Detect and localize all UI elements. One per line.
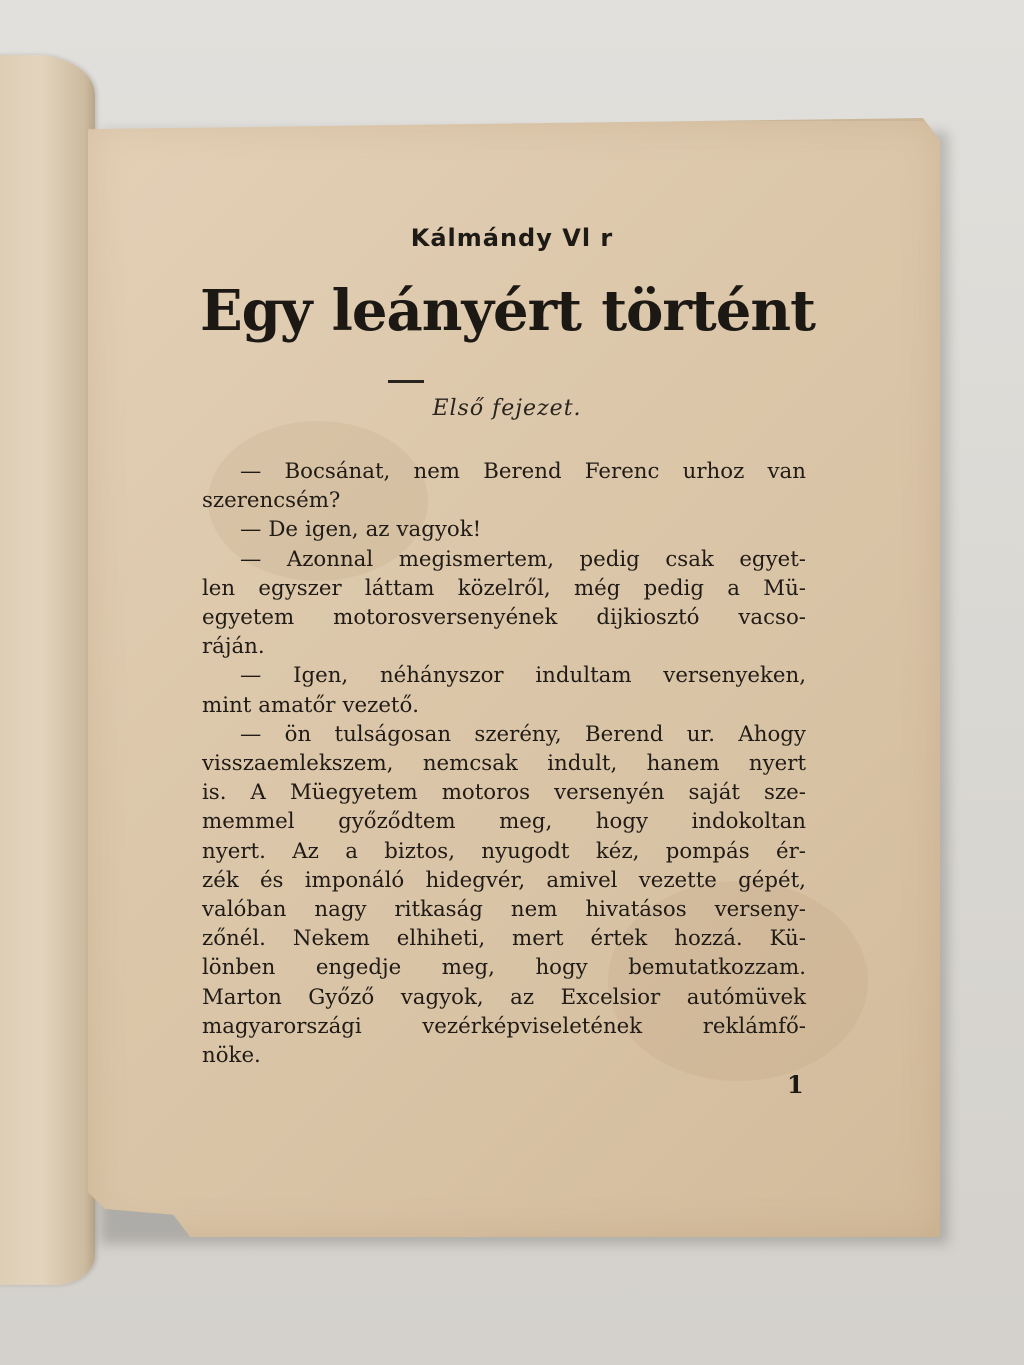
word: nyugodt [481,838,570,864]
text-line [202,632,806,661]
word: meg, [441,955,495,981]
word: urhoz [682,459,745,484]
word: A [250,780,266,806]
title-rule [388,380,424,383]
word: ráján. [202,634,265,660]
word: amatőr [258,692,336,718]
word: reklámfő- [702,1013,806,1039]
text-line [202,1041,806,1070]
word: verseny- [714,897,806,923]
word: van [767,459,806,484]
word: nyert [748,751,806,777]
word: dijkiosztó [596,605,700,631]
word: biztos, [384,838,456,864]
word: tulságosan [334,721,452,747]
word: pompás [665,838,750,864]
word: meg, [499,809,553,835]
word: gépét, [738,867,806,893]
word: De [268,517,298,543]
text-line [202,661,806,690]
page-number: 1 [787,1070,804,1099]
word: hogy [535,955,588,981]
author-name: Kálmándy Vl r [410,224,614,252]
word: az [510,984,535,1010]
word: az [365,517,390,543]
text-line [202,457,806,486]
word: nagy [314,897,367,923]
word: Bocsánat, [284,459,391,484]
word: hivatásos [585,897,687,923]
word: egyszer [258,575,342,601]
word: vezérképviseletének [422,1013,643,1039]
word: indult, [547,751,618,777]
word: nem [510,897,558,923]
word: Azonnal [286,546,374,572]
word: igen, [305,517,359,543]
text-line [202,953,806,982]
text-line [202,778,806,807]
word: is. [202,780,227,806]
text-line [202,603,806,632]
text-line [202,574,806,603]
word: vezette [638,867,717,893]
word: Nekem [292,926,370,952]
word: még [573,575,621,601]
word: kéz, [595,838,640,864]
word: Marton [202,984,282,1010]
word: láttam [364,575,435,601]
text-line [202,515,806,544]
word: közelről, [457,575,551,601]
word: elhiheti, [396,926,486,952]
body-text [202,457,806,1070]
word: amivel [546,867,618,893]
text-line [202,545,806,574]
text-line [202,486,806,515]
word: Az [292,838,319,864]
word: Ferenc [584,459,660,484]
word: Ahogy [738,721,806,747]
word: nöke. [202,1043,261,1069]
word: a [345,838,358,864]
word: zék [202,867,239,893]
word: sze- [764,780,806,806]
word: indokoltan [691,809,806,835]
word: memmel [202,809,295,835]
word: engedje [315,955,402,981]
title-word: történt [601,278,815,344]
word: saját [688,780,740,806]
word: versenyén [554,780,665,806]
word: győződtem [338,809,456,835]
chapter-heading: Első fejezet. [432,396,582,421]
word: egyetem [202,605,295,631]
word: visszaemlekszem, [202,751,394,777]
title-word: leányért [331,278,582,344]
word: szerény, [474,721,562,747]
word: csak [665,546,714,572]
word: indultam [535,663,632,689]
word: — [240,546,262,572]
word: a [727,575,740,601]
text-line [202,720,806,749]
word: szerencsém? [202,488,341,514]
book-title [200,278,815,344]
word: hogy [595,809,648,835]
word: autómüvek [686,984,806,1010]
word: ur. [686,721,716,747]
text-line [202,895,806,924]
word: Excelsior [560,984,661,1010]
word: valóban [202,897,287,923]
word: vagyok, [400,984,484,1010]
word: Igen, [293,663,349,689]
word: Berend [483,459,562,484]
word: Berend [584,721,664,747]
word: pedig [643,575,704,601]
text-line [202,1012,806,1041]
word: lönben [202,955,276,981]
word: magyarországi [202,1013,362,1039]
word: zőnél. [202,926,266,952]
text-line [202,866,806,895]
word: vezető. [342,692,420,718]
word: motorosversenyének [333,605,558,631]
word: megismertem, [398,546,554,572]
word: néhányszor [379,663,504,689]
word: hidegvér, [425,867,526,893]
word: imponáló [304,867,405,893]
word: mint [202,692,252,718]
text-line [202,807,806,836]
word: — [240,459,262,484]
word: nem [413,459,460,484]
word: mert [512,926,564,952]
word: hanem [646,751,720,777]
text-line [202,749,806,778]
word: versenyeken, [663,663,806,689]
word: Mü- [763,575,806,601]
word: értek [590,926,648,952]
word: len [202,575,236,601]
word: — [240,517,262,543]
word: nemcsak [422,751,518,777]
word: nyert. [202,838,266,864]
word: bemutatkozzam. [628,955,806,981]
word: ér- [776,838,806,864]
text-line [202,983,806,1012]
word: ön [284,721,312,747]
word: Müegyetem [289,780,418,806]
text-line [202,691,806,720]
word: pedig [579,546,640,572]
title-word: Egy [200,278,312,344]
word: vacso- [738,605,806,631]
word: hozzá. [674,926,743,952]
word: vagyok! [396,517,482,543]
word: motoros [441,780,531,806]
word: — [240,663,262,689]
word: — [240,721,262,747]
word: egyet- [739,546,806,572]
word: és [259,867,284,893]
word: Győző [308,984,375,1010]
word: ritkaság [394,897,483,923]
word: Kü- [769,926,806,952]
text-line [202,924,806,953]
text-line [202,837,806,866]
